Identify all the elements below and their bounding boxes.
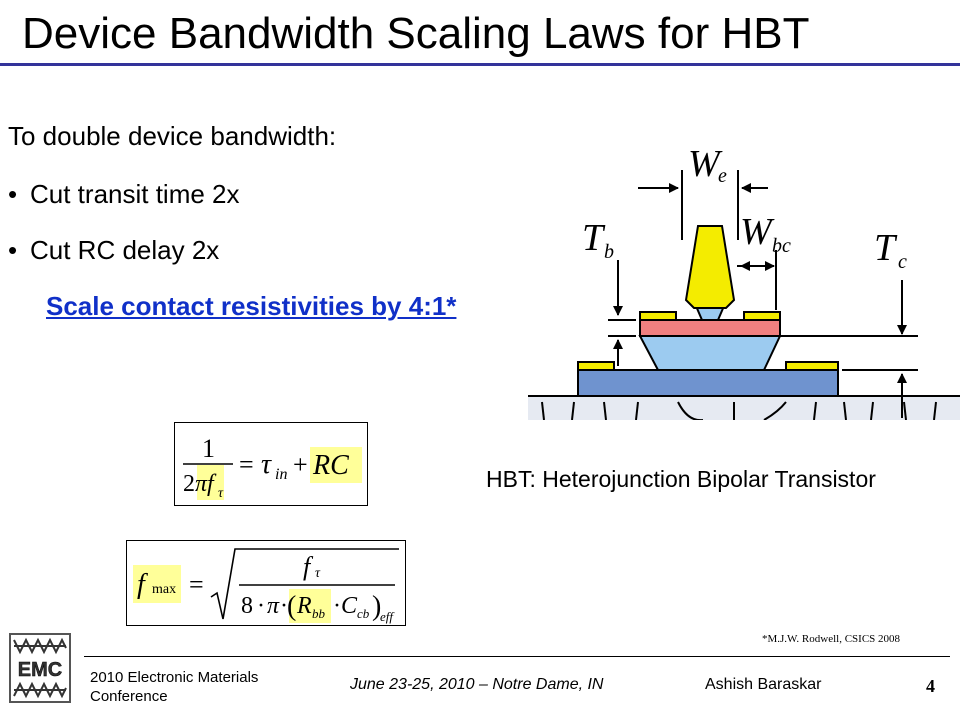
eq2-pi: π bbox=[267, 593, 280, 619]
footer-divider bbox=[84, 656, 950, 657]
collector-layer bbox=[578, 370, 838, 396]
eq2-dot2: · bbox=[280, 593, 288, 619]
eq1-f: f bbox=[207, 471, 214, 497]
tb-subscript: b bbox=[604, 241, 614, 263]
bullet-text: Cut RC delay 2x bbox=[30, 235, 220, 265]
collector-contact-left bbox=[578, 362, 614, 370]
page-number: 4 bbox=[926, 676, 935, 696]
tc-subscript: c bbox=[898, 251, 907, 273]
page-title: Device Bandwidth Scaling Laws for HBT bbox=[22, 9, 810, 58]
scale-contact-link[interactable]: Scale contact resistivities by 4:1* bbox=[46, 291, 457, 321]
title-divider bbox=[0, 63, 960, 66]
eq2-eff-sub: eff bbox=[380, 609, 393, 624]
bullet-text: Cut transit time 2x bbox=[30, 179, 240, 209]
eq2-ccb-sub: cb bbox=[357, 606, 370, 621]
tc-label: T bbox=[874, 227, 896, 269]
eq1-rc: RC bbox=[313, 450, 349, 481]
eq2-equals: = bbox=[189, 570, 204, 599]
eq1-pi: π bbox=[195, 471, 208, 497]
collector-contact-right bbox=[786, 362, 838, 370]
eq2-rparen: ) bbox=[372, 591, 382, 622]
eq1-numerator: 1 bbox=[202, 434, 215, 463]
emc-logo bbox=[8, 632, 72, 704]
intro-text: To double device bandwidth: bbox=[8, 121, 337, 151]
hbt-caption: HBT: Heterojunction Bipolar Transistor bbox=[486, 466, 876, 492]
eq1-equals: = bbox=[239, 450, 254, 479]
eq2-num-tau: τ bbox=[315, 566, 321, 581]
bullet-item bbox=[8, 234, 219, 266]
we-subscript: e bbox=[718, 165, 727, 187]
base-mesa bbox=[640, 336, 780, 370]
base-contact-right bbox=[744, 312, 780, 320]
eq1-plus: + bbox=[293, 450, 308, 479]
bullet-icon: • bbox=[8, 179, 18, 209]
eq1-tau: τ bbox=[261, 449, 272, 480]
eq2-dot3: · bbox=[333, 593, 341, 619]
wbc-subscript: bc bbox=[772, 235, 791, 257]
equation-transit-rc bbox=[174, 422, 368, 506]
hbt-cross-section-diagram bbox=[528, 140, 960, 420]
eq2-max-sub: max bbox=[152, 582, 177, 597]
bullet-icon: • bbox=[8, 235, 18, 265]
eq1-in-sub: in bbox=[275, 466, 288, 483]
logo-text: EMC bbox=[17, 659, 63, 681]
base-contact-left bbox=[640, 312, 676, 320]
emitter-contact bbox=[686, 226, 734, 308]
eq2-f: f bbox=[137, 569, 145, 600]
conference-name: 2010 Electronic Materials Conference bbox=[90, 669, 259, 705]
wbc-label: W bbox=[740, 211, 772, 253]
eq2-eight: 8 bbox=[241, 593, 253, 619]
eq1-two: 2 bbox=[183, 471, 195, 497]
footer-author: Ashish Baraskar bbox=[705, 676, 822, 693]
bullet-item bbox=[8, 178, 240, 210]
we-label: W bbox=[688, 143, 720, 185]
substrate-layer bbox=[528, 396, 960, 420]
eq2-rbb-sub: bb bbox=[312, 606, 325, 621]
citation-text: *M.J.W. Rodwell, CSICS 2008 bbox=[762, 633, 901, 645]
eq2-lparen: ( bbox=[287, 591, 297, 622]
equation-fmax bbox=[126, 540, 406, 626]
footer-date: June 23-25, 2010 – Notre Dame, IN bbox=[350, 676, 604, 693]
eq1-tau-sub: τ bbox=[218, 486, 224, 501]
eq2-rbb: R bbox=[297, 593, 312, 619]
base-layer bbox=[640, 320, 780, 336]
eq2-dot1: · bbox=[257, 593, 265, 619]
tb-label: T bbox=[582, 217, 604, 259]
eq2-ccb: C bbox=[341, 593, 358, 619]
eq2-num-f: f bbox=[303, 552, 311, 581]
